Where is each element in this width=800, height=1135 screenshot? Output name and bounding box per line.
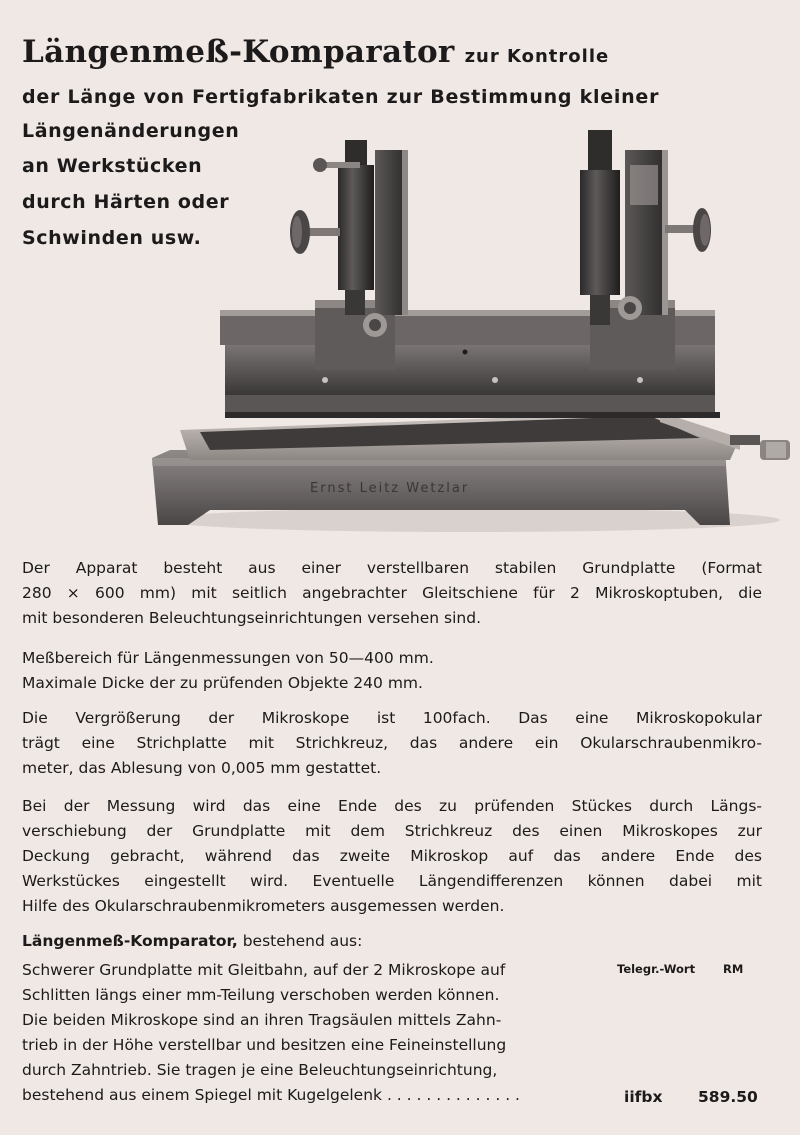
text-line: mit besonderen Beleuchtungseinrichtungen versehen sind. [22, 609, 481, 627]
text-line: Bei der Messung wird das eine Ende des zu prüfenden Stückes durch Längs- [22, 797, 762, 815]
heading-line-2: der Länge von Fertigfabrikaten zur Bestimmung kleiner [22, 86, 660, 108]
listing-line: Schlitten längs einer mm-Teilung verschoben werden können. [22, 986, 500, 1004]
description-paragraph-2 [22, 646, 762, 696]
price-value: 589.50 [698, 1088, 758, 1106]
telegram-word-header: Telegr.-Wort [617, 962, 696, 976]
heading-line-1 [22, 34, 767, 70]
text-line: trägt eine Strichplatte mit Strichkreuz, das andere ein Okularschraubenmikro- [22, 734, 762, 752]
product-title: Längenmeß-Komparator [22, 34, 455, 70]
listing-line: trieb in der Höhe verstellbar und besitzen eine Feineinstellung [22, 1036, 507, 1054]
text-line: Maximale Dicke der zu prüfenden Objekte 240 mm. [22, 674, 423, 692]
heading-line-4: an Werkstücken [22, 155, 203, 177]
description-paragraph-4 [22, 794, 762, 919]
listing-line: durch Zahntrieb. Sie tragen je eine Beleuchtungseinrichtung, [22, 1061, 498, 1079]
maker-engraving: Ernst Leitz Wetzlar [310, 481, 470, 496]
comparator-photo [140, 120, 800, 535]
text-line: Werkstückes eingestellt wird. Eventuelle Längendifferenzen können dabei mit [22, 872, 762, 890]
listing-title-bold: Längenmeß-Komparator, [22, 932, 238, 950]
heading-line-6: Schwinden usw. [22, 227, 202, 249]
description-paragraph-3 [22, 706, 762, 781]
listing-description [22, 958, 612, 1108]
heading-line-5: durch Härten oder [22, 191, 230, 213]
text-line: verschiebung der Grundplatte mit dem Strichkreuz des einen Mikroskopes zur [22, 822, 762, 840]
listing-line: Die beiden Mikroskope sind an ihren Tragsäulen mittels Zahn- [22, 1011, 502, 1029]
text-line: Hilfe des Okularschraubenmikrometers ausgemessen werden. [22, 897, 505, 915]
description-paragraph-1 [22, 556, 762, 631]
price-currency-header: RM [723, 962, 744, 976]
text-line: 280 × 600 mm) mit seitlich angebrachter Gleitschiene für 2 Mikroskoptuben, die [22, 584, 762, 602]
text-line: Die Vergrößerung der Mikroskope ist 100fach. Das eine Mikroskopokular [22, 709, 762, 727]
listing-line: Schwerer Grundplatte mit Gleitbahn, auf der 2 Mikroskope auf [22, 961, 506, 979]
telegram-code: iifbx [624, 1088, 663, 1106]
listing-line: bestehend aus einem Spiegel mit Kugelgelenk . . . . . . . . . . . . . . [22, 1086, 520, 1104]
text-line: Der Apparat besteht aus einer verstellbaren stabilen Grundplatte (Format [22, 559, 762, 577]
title-continuation: zur Kontrolle [464, 46, 610, 67]
text-line: Meßbereich für Längenmessungen von 50—400 mm. [22, 649, 434, 667]
text-line: Deckung gebracht, während das zweite Mikroskop auf das andere Ende des [22, 847, 762, 865]
text-line: meter, das Ablesung von 0,005 mm gestattet. [22, 759, 382, 777]
listing-title-rest: bestehend aus: [237, 932, 363, 950]
heading-line-3: Längenänderungen [22, 120, 240, 142]
listing-title [22, 932, 362, 950]
